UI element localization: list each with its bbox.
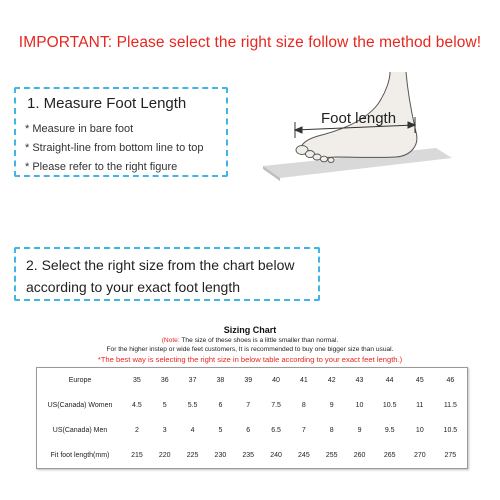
- size-cell: 8: [301, 402, 306, 409]
- step1-bullet: * Please refer to the right figure: [25, 161, 178, 173]
- step1-bullet: * Measure in bare foot: [25, 123, 134, 135]
- note-prefix: (Note:: [161, 337, 180, 344]
- measure-foot-box: [14, 87, 228, 177]
- size-cell: 275: [444, 452, 457, 459]
- size-cell: 220: [158, 452, 171, 459]
- size-cell: 4: [190, 427, 195, 434]
- row-label: Fit foot length(mm): [50, 452, 110, 459]
- size-cell: 4.5: [132, 402, 142, 409]
- sizing-note-line3: *The best way is selecting the right size in below table according to your exact feet length.): [97, 355, 403, 364]
- size-cell: 11.5: [443, 402, 457, 409]
- size-cell: 42: [327, 377, 336, 384]
- size-cell: 8: [329, 427, 334, 434]
- size-cell: 39: [244, 377, 253, 384]
- size-cell: 5: [162, 402, 167, 409]
- size-cell: 44: [385, 377, 394, 384]
- size-cell: 41: [299, 377, 308, 384]
- size-cell: 215: [131, 452, 143, 459]
- select-size-box: [14, 247, 320, 301]
- size-cell: 7: [246, 402, 251, 409]
- foot-length-label: Foot length: [321, 110, 397, 127]
- sizing-note-line2: For the higher instep or wide feet customers, It is recommended to buy one bigger size than usual.: [106, 346, 394, 353]
- sizing-note-line1: [0, 337, 500, 344]
- size-cell: 11: [416, 402, 424, 409]
- size-cell: 10.5: [382, 402, 397, 409]
- size-cell: 270: [413, 452, 426, 459]
- size-cell: 265: [383, 452, 396, 459]
- size-cell: 46: [446, 377, 455, 384]
- size-cell: 40: [272, 377, 280, 384]
- row-label: Europe: [68, 377, 92, 384]
- size-cell: 240: [270, 452, 282, 459]
- note-text: The size of these shoes is a little smaller than normal.: [179, 337, 339, 344]
- size-cell: 9.5: [384, 427, 395, 434]
- table-row: [37, 443, 468, 469]
- size-cell: 7: [301, 427, 306, 434]
- step2-line2: according to your exact foot length: [26, 279, 241, 295]
- size-cell: 6: [246, 427, 251, 434]
- size-cell: 225: [186, 452, 199, 459]
- table-row: [37, 418, 468, 443]
- size-cell: 35: [133, 377, 141, 384]
- size-cell: 230: [214, 452, 227, 459]
- size-cell: 9: [329, 402, 334, 409]
- size-cell: 6.5: [271, 427, 281, 434]
- size-cell: 43: [355, 377, 364, 384]
- step1-bullet-list: [25, 120, 204, 177]
- size-cell: 255: [325, 452, 338, 459]
- important-headline: IMPORTANT: Please select the right size follow the method below!: [18, 34, 482, 51]
- size-cell: 38: [216, 377, 225, 384]
- size-cell: 6: [218, 402, 223, 409]
- table-row: [37, 368, 468, 394]
- sizing-chart-title: Sizing Chart: [223, 325, 277, 335]
- size-cell: 260: [353, 452, 366, 459]
- size-cell: 36: [160, 377, 169, 384]
- row-label: US(Canada) Men: [52, 427, 108, 434]
- size-cell: 10.5: [443, 427, 458, 434]
- step1-title: 1. Measure Foot Length: [27, 95, 187, 112]
- size-cell: 245: [298, 452, 310, 459]
- table-row: [37, 393, 468, 418]
- size-cell: 37: [188, 377, 197, 384]
- size-table: [36, 367, 468, 469]
- size-cell: 7.5: [271, 402, 281, 409]
- step2-line1: 2. Select the right size from the chart below: [26, 257, 295, 273]
- size-cell: 10: [415, 427, 424, 434]
- size-cell: 235: [242, 452, 255, 459]
- size-cell: 2: [134, 427, 139, 434]
- size-cell: 9: [357, 427, 362, 434]
- size-cell: 45: [415, 377, 424, 384]
- size-cell: 5.5: [187, 402, 198, 409]
- row-label: US(Canada) Women: [47, 402, 113, 409]
- step1-bullet: * Straight-line from bottom line to top: [25, 142, 204, 154]
- size-cell: 10: [355, 402, 364, 409]
- size-cell: 5: [218, 427, 223, 434]
- size-cell: 3: [162, 427, 167, 434]
